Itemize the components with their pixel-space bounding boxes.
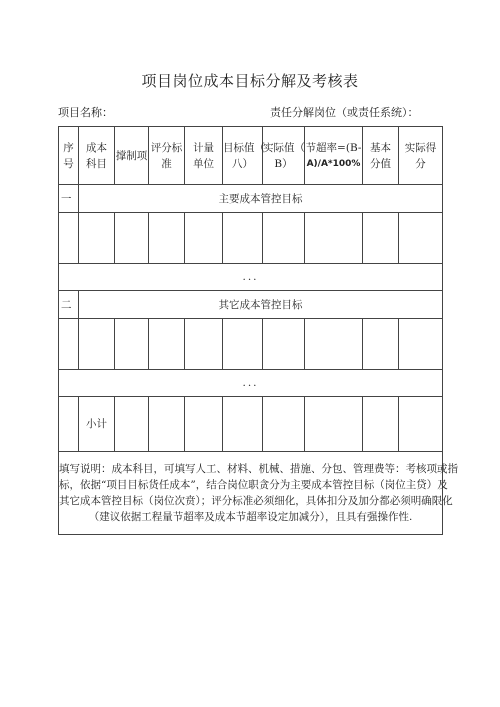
table-cell[interactable] bbox=[115, 319, 149, 370]
table-cell[interactable] bbox=[59, 319, 79, 370]
ellipsis: ... bbox=[59, 264, 443, 291]
note-line: 其它成本管控目标（岗位次贲）；评分标准必须细化，具体扣分及加分都必须明确限化 bbox=[59, 495, 453, 507]
table-cell[interactable] bbox=[115, 213, 149, 264]
header-cost-subject: 成本 科目 bbox=[79, 127, 115, 185]
subtotal-row bbox=[59, 397, 443, 452]
table-cell[interactable] bbox=[149, 397, 185, 452]
table-cell[interactable] bbox=[363, 213, 399, 264]
table-cell[interactable] bbox=[399, 213, 443, 264]
responsible-position-label: 责任分解岗位（或责任系统）： bbox=[270, 106, 419, 119]
table-cell[interactable] bbox=[185, 213, 223, 264]
header-unit: 计量 单位 bbox=[185, 127, 223, 185]
project-name-label: 项目名称： bbox=[58, 106, 113, 119]
table-cell[interactable] bbox=[79, 213, 115, 264]
section-row-main bbox=[59, 185, 443, 213]
header-overrun-rate: 节超率=(B- A)/A*100% bbox=[305, 127, 363, 185]
table-cell[interactable] bbox=[305, 319, 363, 370]
table-cell[interactable] bbox=[185, 397, 223, 452]
table-cell[interactable] bbox=[59, 213, 79, 264]
table-cell[interactable] bbox=[263, 397, 305, 452]
table-cell[interactable] bbox=[185, 319, 223, 370]
table-cell[interactable] bbox=[363, 319, 399, 370]
subtotal-label: 小计 bbox=[79, 397, 115, 452]
table-cell[interactable] bbox=[79, 319, 115, 370]
header-row bbox=[59, 127, 443, 185]
table-cell[interactable] bbox=[399, 397, 443, 452]
table-cell[interactable] bbox=[363, 397, 399, 452]
table-cell[interactable] bbox=[115, 397, 149, 452]
blank-row bbox=[59, 213, 443, 264]
table-cell[interactable] bbox=[263, 319, 305, 370]
note-line: 标，依据“项目目标货任成本”，结合岗位职贪分为主要成本管控目标（岗位主贷）及 bbox=[59, 479, 448, 491]
instructions-note bbox=[59, 452, 458, 535]
blank-row bbox=[59, 319, 443, 370]
header-control-item: 撑制项 bbox=[115, 127, 149, 185]
header-target: 目标值（ 八） bbox=[223, 127, 263, 185]
ellipsis-row bbox=[59, 370, 443, 397]
header-criteria: 评分标 准 bbox=[149, 127, 185, 185]
table-cell[interactable] bbox=[149, 213, 185, 264]
section-label: 其它成本管控目标 bbox=[79, 291, 443, 319]
ellipsis: ... bbox=[59, 370, 443, 397]
header-base-score: 基本 分值 bbox=[363, 127, 399, 185]
section-label: 主要成本管控目标 bbox=[79, 185, 443, 213]
header-seq: 序 号 bbox=[59, 127, 79, 185]
table-cell[interactable] bbox=[149, 319, 185, 370]
table-cell[interactable] bbox=[223, 397, 263, 452]
header-actual-score: 实际得 分 bbox=[399, 127, 443, 185]
table-cell[interactable] bbox=[223, 213, 263, 264]
instructions-row bbox=[59, 452, 443, 535]
table-cell[interactable] bbox=[305, 397, 363, 452]
document-title: 项目岗位成本目标分解及考核表 bbox=[141, 72, 359, 90]
table-cell[interactable] bbox=[263, 213, 305, 264]
note-line: （建议依据工程量节超率及成本节超率设定加减分），且具有强操作性. bbox=[88, 511, 413, 523]
assessment-table bbox=[58, 126, 458, 535]
table-cell[interactable] bbox=[223, 319, 263, 370]
table-cell[interactable] bbox=[59, 397, 79, 452]
note-line: 填写说明：成本科目，可填写人工、材料、机械、措施、分包、管理费等：考核项或指 bbox=[59, 463, 458, 475]
header-actual: 实际值（ B） bbox=[263, 127, 305, 185]
section-number: 一 bbox=[59, 185, 79, 213]
section-number: 二 bbox=[59, 291, 79, 319]
table-cell[interactable] bbox=[305, 213, 363, 264]
section-row-other bbox=[59, 291, 443, 319]
ellipsis-row bbox=[59, 264, 443, 291]
table-cell[interactable] bbox=[399, 319, 443, 370]
